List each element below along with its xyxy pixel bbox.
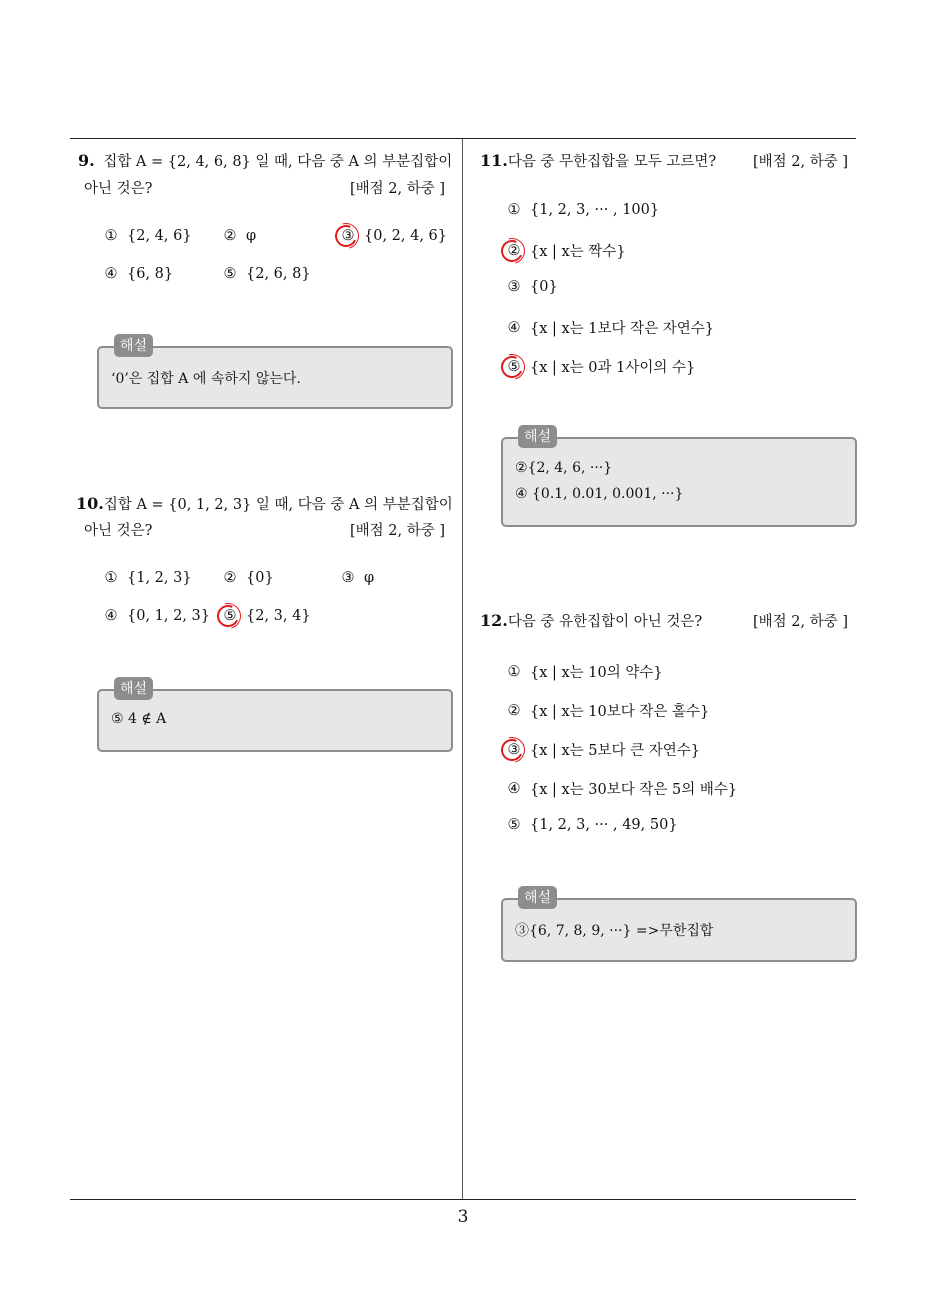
option-mark: ③	[341, 570, 355, 586]
q10-option-1[interactable]	[101, 570, 192, 586]
option-text: {1, 2, 3}	[127, 570, 192, 586]
option-text: {0, 2, 4, 6}	[364, 228, 448, 244]
option-text: {x | x는 5보다 큰 자연수}	[530, 743, 701, 759]
option-mark: ③	[507, 279, 521, 295]
option-mark: ①	[104, 228, 118, 244]
q10-option-2[interactable]	[220, 570, 274, 586]
q12-option-3[interactable]	[504, 739, 700, 760]
option-text: {1, 2, 3, ··· , 49, 50}	[530, 817, 678, 833]
explanation-line: ④ {0.1, 0.01, 0.001, ···}	[515, 486, 684, 502]
top-rule	[70, 138, 856, 139]
option-text: {2, 4, 6}	[127, 228, 192, 244]
option-mark: ①	[104, 570, 118, 586]
option-mark-selected: ②	[504, 243, 524, 259]
option-mark-selected: ⑤	[504, 359, 524, 375]
option-text: φ	[364, 570, 375, 586]
q12-option-5[interactable]	[504, 817, 678, 833]
question-text: 집합 A = {2, 4, 6, 8} 일 때, 다음 중 A 의 부분집합이	[103, 154, 453, 170]
q9-option-4[interactable]	[101, 266, 173, 282]
q10-option-5[interactable]	[220, 608, 311, 624]
option-text: {0}	[246, 570, 274, 586]
question-9-line1	[78, 150, 452, 171]
question-11-line1	[480, 150, 716, 171]
option-mark: ④	[507, 319, 521, 336]
q12-option-1[interactable]	[504, 661, 663, 682]
option-mark: ④	[104, 608, 118, 624]
option-text: {x | x는 0과 1사이의 수}	[530, 360, 696, 376]
q12-option-4[interactable]	[504, 778, 737, 799]
option-text: {x | x는 30보다 작은 5의 배수}	[530, 782, 738, 798]
q10-option-3[interactable]	[338, 570, 374, 586]
explanation-tag: 해설	[518, 886, 557, 909]
question-11-score: [배점 2, 하중 ]	[753, 154, 849, 170]
option-mark: ④	[104, 266, 118, 282]
option-text: {2, 3, 4}	[246, 608, 311, 624]
q9-option-3[interactable]	[338, 228, 447, 244]
q11-option-1[interactable]	[504, 202, 659, 218]
question-10-score: [배점 2, 하중 ]	[350, 523, 446, 539]
option-mark: ②	[223, 570, 237, 586]
explanation-tag: 해설	[114, 677, 153, 700]
option-text: {x | x는 10의 약수}	[530, 665, 663, 681]
question-9-line2: 아닌 것은?	[84, 181, 153, 197]
explanation-line: ‘0’은 집합 A 에 속하지 않는다.	[111, 371, 301, 387]
q11-option-2[interactable]	[504, 240, 626, 261]
question-text: 다음 중 무한집합을 모두 고르면?	[507, 154, 717, 170]
option-text: {x | x는 짝수}	[530, 244, 626, 260]
question-12-score: [배점 2, 하중 ]	[753, 614, 849, 630]
bottom-rule	[70, 1199, 856, 1200]
q9-option-1[interactable]	[101, 228, 192, 244]
q10-option-4[interactable]	[101, 608, 210, 624]
option-mark: ⑤	[223, 266, 237, 282]
option-mark-selected: ⑤	[220, 608, 240, 624]
q11-explanation	[501, 429, 857, 527]
question-text: 다음 중 유한집합이 아닌 것은?	[507, 614, 703, 630]
question-number: 12.	[480, 611, 508, 630]
q9-option-2[interactable]	[220, 228, 256, 244]
option-mark: ①	[507, 202, 521, 218]
explanation-tag: 해설	[114, 334, 153, 357]
option-text: {2, 6, 8}	[246, 266, 311, 282]
question-10-line2: 아닌 것은?	[84, 523, 153, 539]
option-mark-selected: ③	[338, 228, 358, 244]
explanation-line: ③{6, 7, 8, 9, ···} =>무한집합	[515, 923, 714, 939]
column-divider	[462, 139, 463, 1200]
explanation-line: ⑤ 4 ∉ A	[111, 711, 167, 727]
question-10-line1	[76, 493, 453, 514]
question-12-line1	[480, 610, 702, 631]
q11-option-5[interactable]	[504, 356, 695, 377]
option-mark: ⑤	[507, 817, 521, 833]
option-text: φ	[246, 228, 257, 244]
question-9-score: [배점 2, 하중 ]	[350, 181, 446, 197]
q9-explanation	[97, 338, 453, 409]
option-mark: ④	[507, 780, 521, 797]
option-mark-selected: ③	[504, 742, 524, 758]
option-text: {0}	[530, 279, 558, 295]
option-mark: ①	[507, 663, 521, 680]
question-number: 10.	[76, 494, 104, 513]
explanation-tag: 해설	[518, 425, 557, 448]
option-text: {x | x는 10보다 작은 홀수}	[530, 704, 710, 720]
question-number: 9.	[78, 151, 95, 170]
page-number: 3	[457, 1207, 469, 1227]
question-number: 11.	[480, 151, 508, 170]
explanation-line: ②{2, 4, 6, ···}	[515, 460, 613, 476]
question-text: 집합 A = {0, 1, 2, 3} 일 때, 다음 중 A 의 부분집합이	[103, 497, 453, 513]
q11-option-4[interactable]	[504, 317, 714, 338]
q11-option-3[interactable]	[504, 279, 558, 295]
option-text: {x | x는 1보다 작은 자연수}	[530, 321, 715, 337]
q12-option-2[interactable]	[504, 700, 709, 721]
option-text: {0, 1, 2, 3}	[127, 608, 211, 624]
option-text: {6, 8}	[127, 266, 174, 282]
q12-explanation	[501, 890, 857, 962]
option-mark: ②	[507, 702, 521, 719]
option-text: {1, 2, 3, ··· , 100}	[530, 202, 660, 218]
q9-option-5[interactable]	[220, 266, 311, 282]
option-mark: ②	[223, 228, 237, 244]
q10-explanation	[97, 681, 453, 752]
